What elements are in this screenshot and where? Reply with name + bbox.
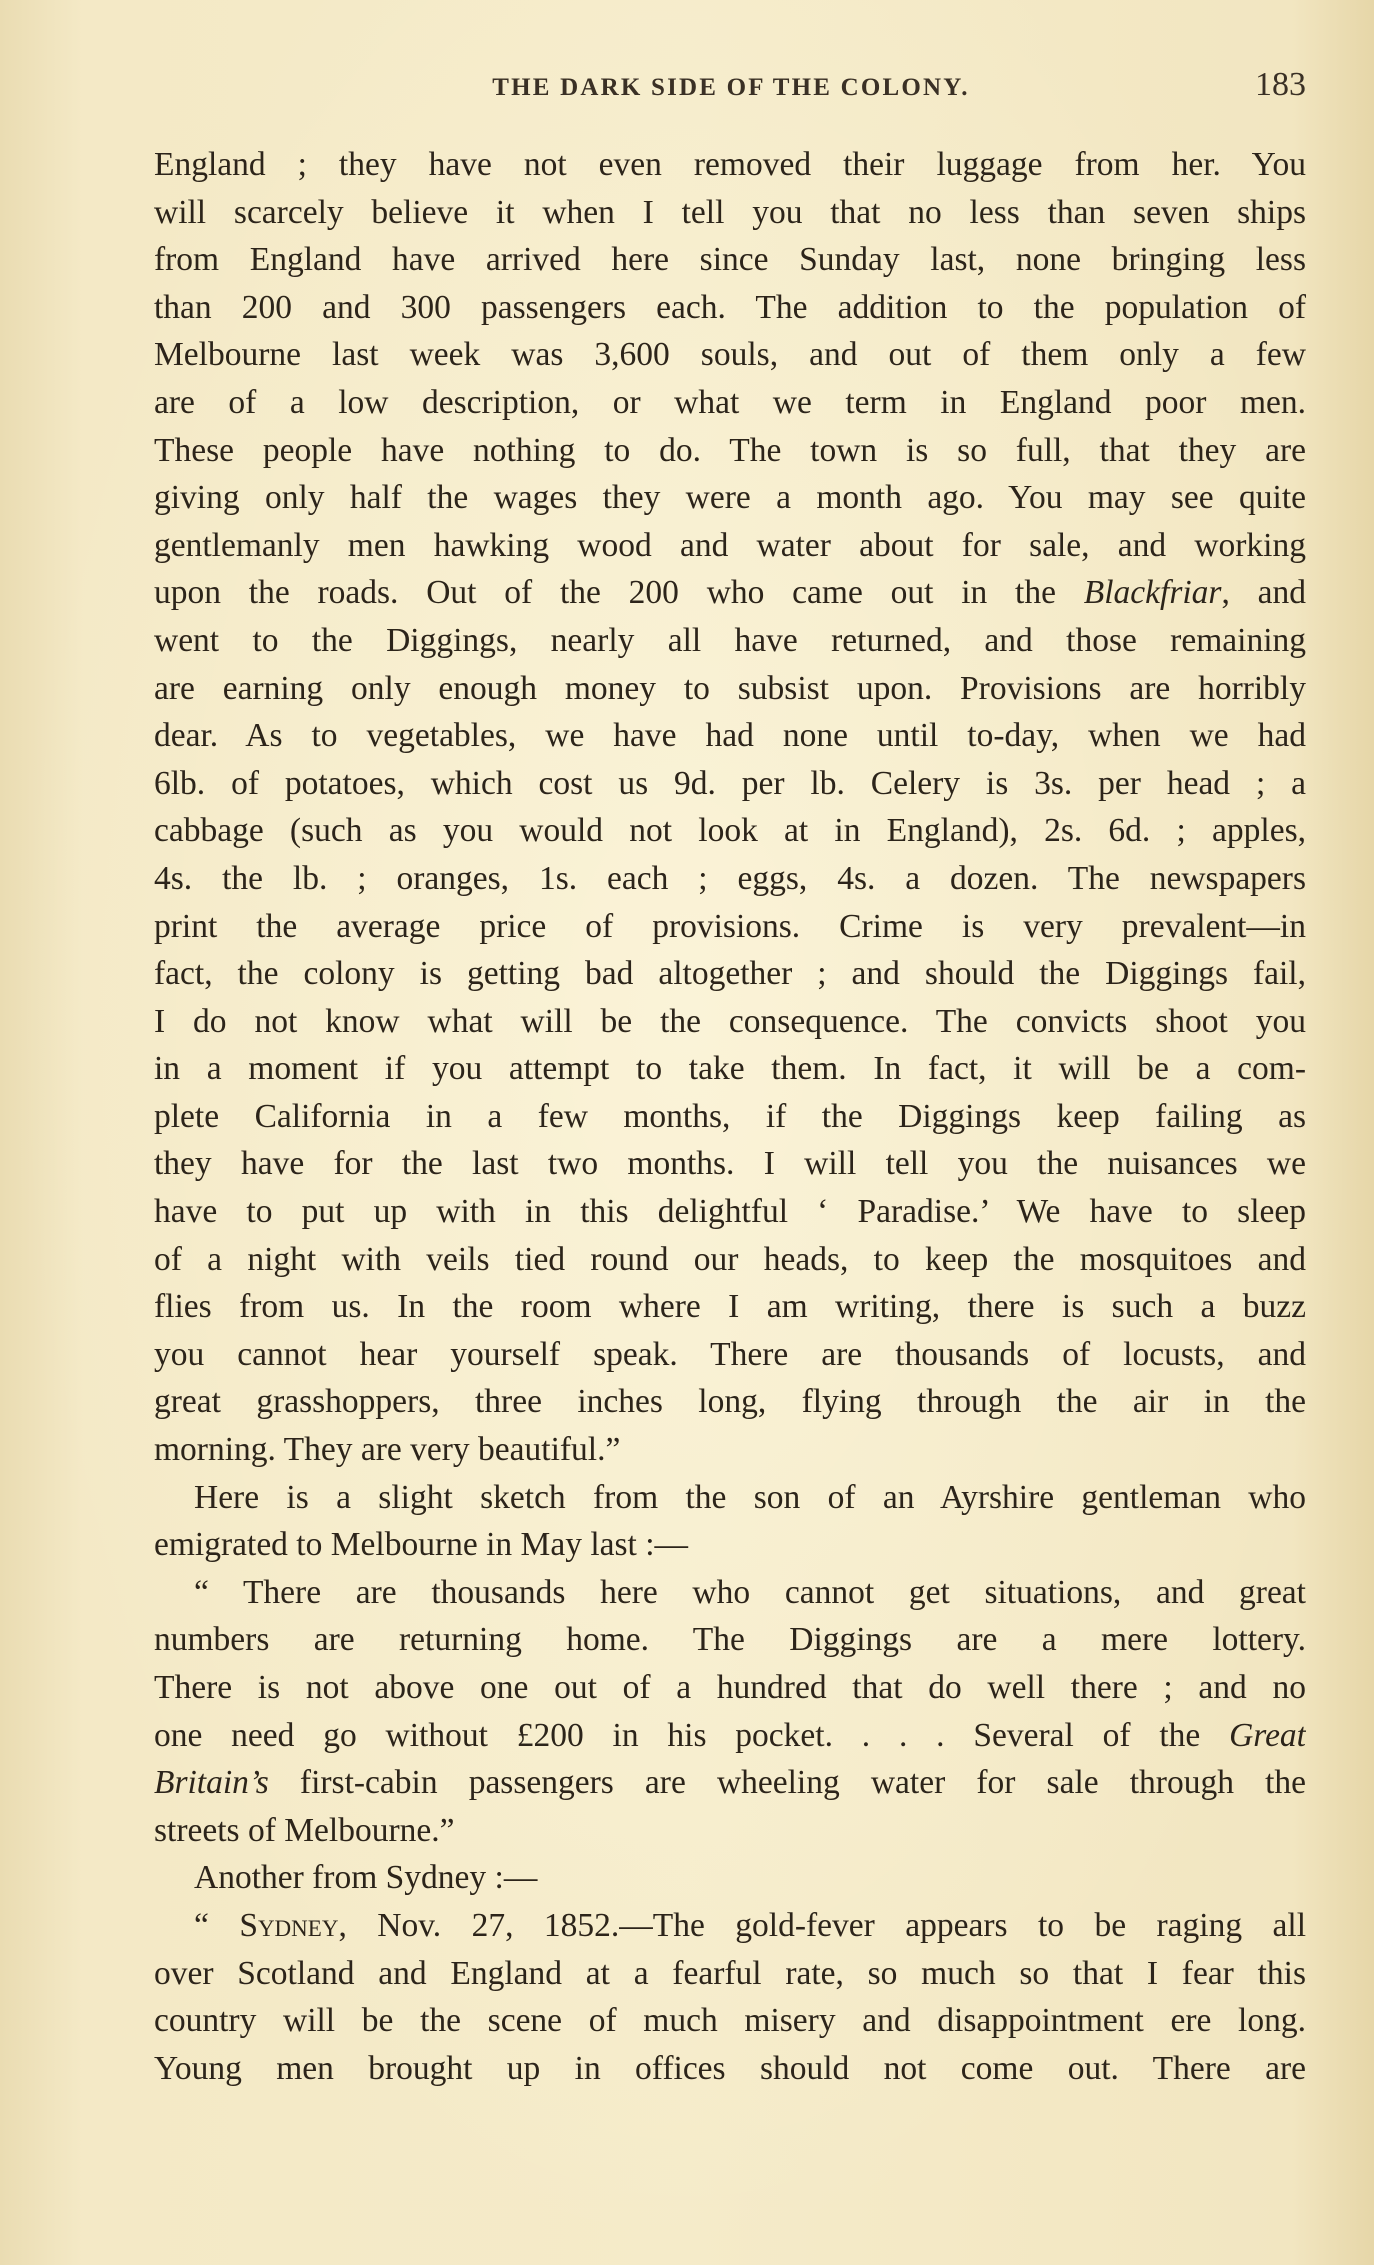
text-line: you cannot hear yourself speak. There are thousands of locusts, and — [154, 1335, 1306, 1373]
text-line: from England have arrived here since Sunday last, none bringing less — [154, 241, 1306, 279]
text-line: morning. They are very beautiful.” — [154, 1431, 621, 1469]
text-line: streets of Melbourne.” — [154, 1811, 455, 1849]
text-line: than 200 and 300 passengers each. The addition to the population of — [154, 288, 1306, 326]
text-line: fact, the colony is getting bad altogether ; and should the Diggings fail, — [154, 955, 1306, 993]
text-line: print the average price of provisions. Crime is very prevalent—in — [154, 907, 1306, 945]
text-line: Here is a slight sketch from the son of an Ayrshire gentleman who — [194, 1478, 1306, 1516]
text-line: will scarcely believe it when I tell you that no less than seven ships — [154, 193, 1306, 231]
page-header — [156, 66, 1306, 112]
text-line: are of a low description, or what we term in England poor men. — [154, 383, 1306, 421]
styled-word: Great — [1229, 1716, 1306, 1754]
text-line: “ There are thousands here who cannot get situations, and great — [194, 1573, 1306, 1611]
text-line: emigrated to Melbourne in May last :— — [154, 1526, 689, 1564]
text-line: went to the Diggings, nearly all have returned, and those remaining — [154, 621, 1306, 659]
text-line: in a moment if you attempt to take them. In fact, it will be a com- — [154, 1050, 1306, 1088]
text-line: numbers are returning home. The Diggings are a mere lottery. — [154, 1621, 1306, 1659]
running-title: THE DARK SIDE OF THE COLONY. — [492, 74, 970, 101]
text-line: Melbourne last week was 3,600 souls, and out of them only a few — [154, 336, 1306, 374]
text-line: they have for the last two months. I will tell you the nuisances we — [154, 1145, 1306, 1183]
text-line: plete California in a few months, if the Diggings keep failing as — [154, 1097, 1306, 1135]
text-line: gentlemanly men hawking wood and water about for sale, and working — [154, 526, 1306, 564]
text-line: “ Sydney, Nov. 27, 1852.—The gold-fever appears to be raging all — [194, 1906, 1306, 1944]
text-line: are earning only enough money to subsist upon. Provisions are horribly — [154, 669, 1306, 707]
text-line: flies from us. In the room where I am writing, there is such a buzz — [154, 1288, 1306, 1326]
text-line: over Scotland and England at a fearful rate, so much so that I fear this — [154, 1954, 1306, 1992]
text-line: 6lb. of potatoes, which cost us 9d. per lb. Celery is 3s. per head ; a — [154, 764, 1306, 802]
text-line: I do not know what will be the consequence. The convicts shoot you — [154, 1002, 1306, 1040]
text-line: These people have nothing to do. The town is so full, that they are — [154, 431, 1306, 469]
text-line: cabbage (such as you would not look at in England), 2s. 6d. ; apples, — [154, 812, 1306, 850]
text-line: Young men brought up in offices should not come out. There are — [154, 2049, 1306, 2087]
text-line: country will be the scene of much misery and disappointment ere long. — [154, 2002, 1306, 2040]
text-line: one need go without £200 in his pocket. . . . Several of the Great — [154, 1716, 1306, 1754]
text-line: upon the roads. Out of the 200 who came out in the Blackfriar, and — [154, 574, 1306, 612]
text-line: 4s. the lb. ; oranges, 1s. each ; eggs, 4s. a dozen. The newspapers — [154, 859, 1306, 897]
styled-word: Sydney — [239, 1906, 339, 1944]
text-line: great grasshoppers, three inches long, flying through the air in the — [154, 1383, 1306, 1421]
page-number: 183 — [1255, 66, 1306, 103]
text-line: of a night with veils tied round our heads, to keep the mosquitoes and — [154, 1240, 1306, 1278]
text-line: dear. As to vegetables, we have had none until to-day, when we had — [154, 717, 1306, 755]
styled-word: Blackfriar — [1083, 574, 1222, 612]
text-line: There is not above one out of a hundred that do well there ; and no — [154, 1669, 1306, 1706]
text-line: England ; they have not even removed their luggage from her. You — [154, 146, 1306, 183]
styled-word: Britain’s — [154, 1764, 269, 1802]
body-text — [154, 141, 1306, 2092]
text-line: Britain’s first-cabin passengers are wheeling water for sale through the — [154, 1764, 1306, 1802]
text-line: Another from Sydney :— — [194, 1859, 538, 1897]
text-line: giving only half the wages they were a month ago. You may see quite — [154, 479, 1306, 517]
text-line: have to put up with in this delightful ‘ Paradise.’ We have to sleep — [154, 1193, 1306, 1231]
